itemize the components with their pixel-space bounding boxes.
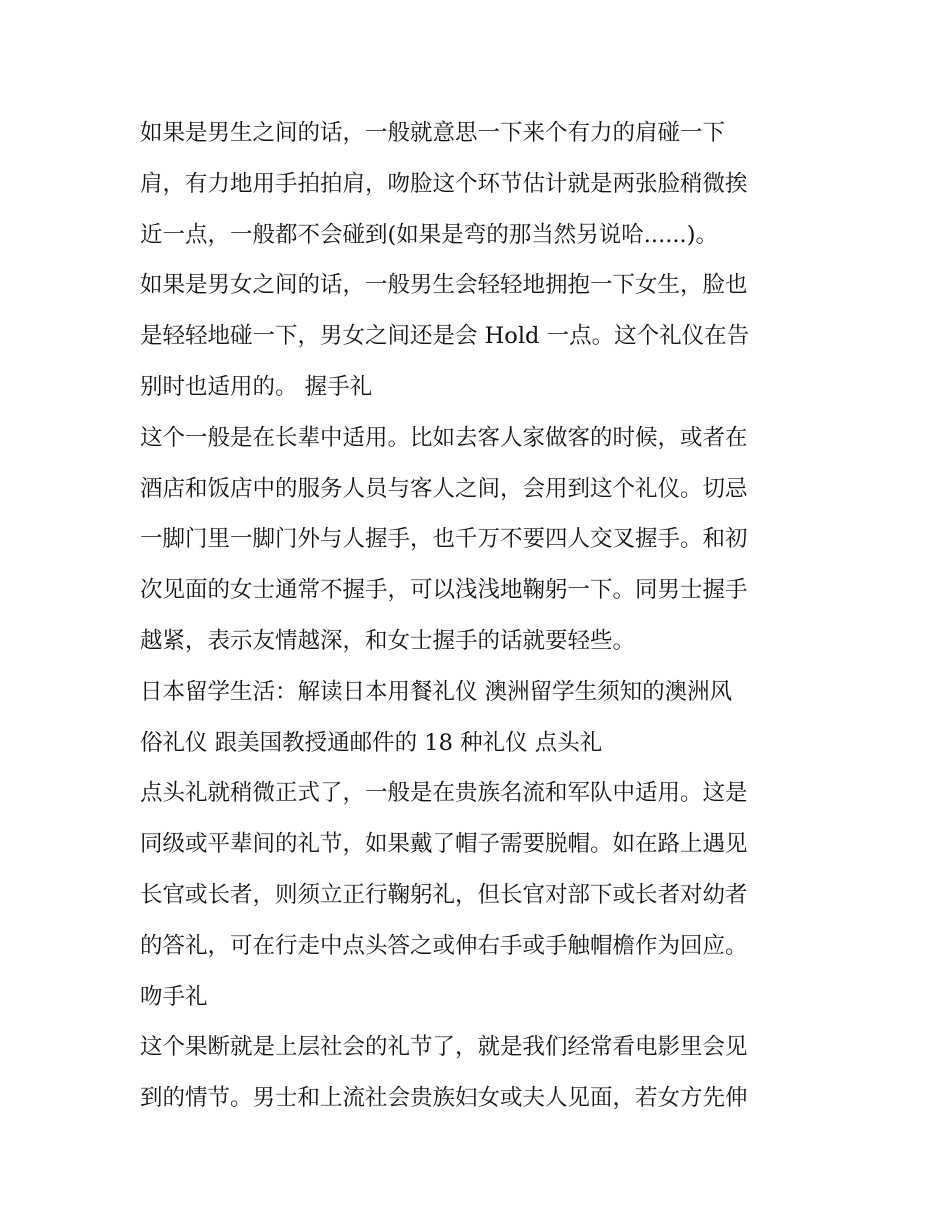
text-line-2: 肩，有力地用手拍拍肩，吻脸这个环节估计就是两张脸稍微挨 (140, 170, 748, 197)
text-line-8: 酒店和饭店中的服务人员与客人之间，会用到这个礼仪。切忌 (140, 475, 748, 502)
text-line-17: 的答礼，可在行走中点头答之或伸右手或手触帽檐作为回应。 (140, 932, 748, 959)
text-line-11: 越紧，表示友情越深，和女士握手的话就要轻些。 (140, 627, 636, 654)
text-line-12: 日本留学生活：解读日本用餐礼仪 澳洲留学生须知的澳洲风 (140, 678, 733, 705)
text-line-6: 别时也适用的。 握手礼 (140, 373, 373, 400)
document-body (140, 108, 820, 1124)
text-line-10: 次见面的女士通常不握手，可以浅浅地鞠躬一下。同男士握手 (140, 577, 748, 604)
text-line-13: 俗礼仪 跟美国教授通邮件的 18 种礼仪 点头礼 (140, 729, 603, 756)
text-line-19: 这个果断就是上层社会的礼节了，就是我们经常看电影里会见 (140, 1034, 748, 1061)
text-line-18: 吻手礼 (140, 983, 208, 1010)
text-line-15: 同级或平辈间的礼节，如果戴了帽子需要脱帽。如在路上遇见 (140, 831, 748, 858)
text-line-1: 如果是男生之间的话，一般就意思一下来个有力的肩碰一下 (140, 120, 726, 146)
text-line-20: 到的情节。男士和上流社会贵族妇女或夫人见面，若女方先伸 (140, 1085, 748, 1112)
text-line-14: 点头礼就稍微正式了，一般是在贵族名流和军队中适用。这是 (140, 780, 748, 807)
text-line-16: 长官或长者，则须立正行鞠躬礼，但长官对部下或长者对幼者 (140, 881, 748, 908)
text-line-4: 如果是男女之间的话，一般男生会轻轻地拥抱一下女生，脸也 (140, 272, 748, 299)
text-line-5: 是轻轻地碰一下，男女之间还是会 Hold 一点。这个礼仪在告 (140, 323, 750, 350)
text-line-3: 近一点，一般都不会碰到(如果是弯的那当然另说哈......)。 (140, 221, 718, 248)
text-line-7: 这个一般是在长辈中适用。比如去客人家做客的时候，或者在 (140, 424, 748, 451)
text-line-9: 一脚门里一脚门外与人握手，也千万不要四人交叉握手。和初 (140, 526, 748, 553)
